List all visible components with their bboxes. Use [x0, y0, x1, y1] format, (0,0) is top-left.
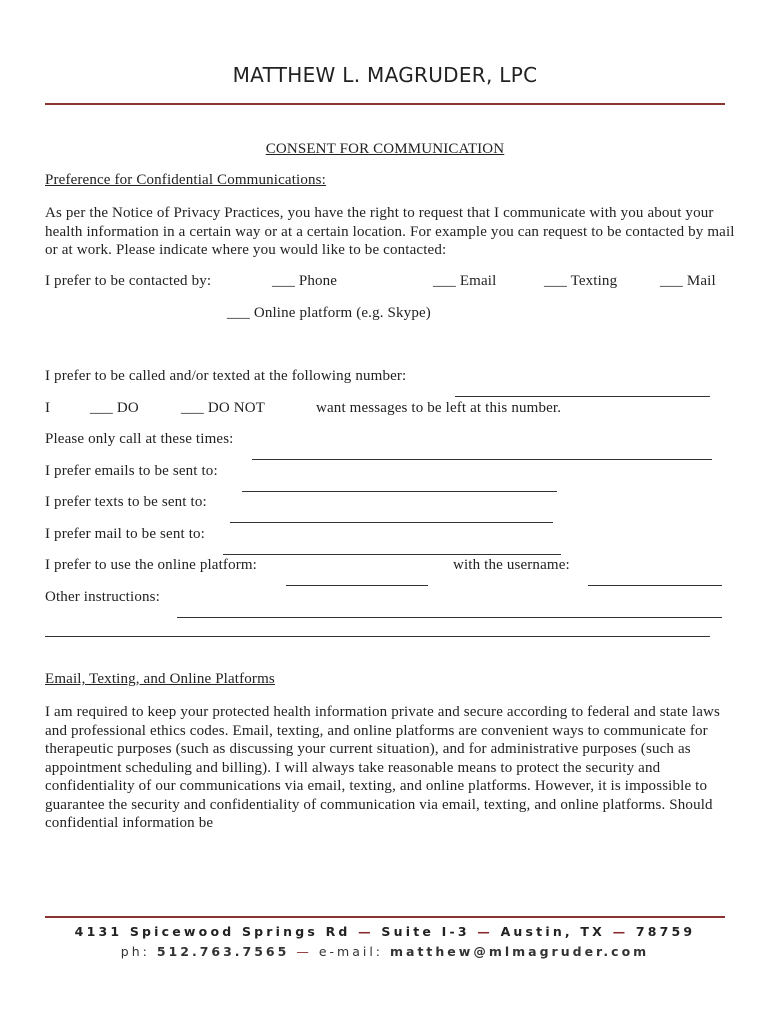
footer-dash: —	[612, 924, 629, 939]
footer-dash: —	[358, 924, 374, 939]
msg-i: I	[45, 400, 51, 416]
email-section-heading: Email, Texting, and Online Platforms	[45, 671, 275, 687]
username-prompt: with the username:	[453, 557, 570, 573]
footer-divider	[45, 916, 725, 918]
option-mail[interactable]: ___ Mail	[660, 273, 716, 289]
other-prompt: Other instructions:	[45, 589, 160, 605]
other-field-line2[interactable]	[45, 622, 710, 641]
footer-suite: Suite I-3	[381, 924, 470, 939]
number-prompt: I prefer to be called and/or texted at the following number:	[45, 368, 407, 384]
option-online-platform[interactable]: ___ Online platform (e.g. Skype)	[227, 305, 431, 321]
footer-street: 4131 Spicewood Springs Rd	[74, 924, 351, 939]
practice-title: MATTHEW L. MAGRUDER, LPC	[232, 63, 538, 87]
footer-phone-label: ph:	[120, 944, 150, 959]
option-do[interactable]: ___ DO	[90, 400, 139, 416]
texts-field[interactable]	[230, 508, 553, 527]
footer-dash: —	[296, 944, 312, 959]
option-texting[interactable]: ___ Texting	[544, 273, 618, 289]
footer-contact	[0, 944, 770, 959]
footer-city: Austin, TX	[500, 924, 605, 939]
preference-heading: Preference for Confidential Communications:	[45, 172, 326, 188]
intro-paragraph: As per the Notice of Privacy Practices, you have the right to request that I communicate with you about your health information in a certain way or at a certain location. For example you can request to be contacted by mail or at work. Please indicate where you would like to be contacted:	[45, 205, 735, 258]
footer-address	[0, 924, 770, 939]
footer-phone[interactable]: 512.763.7565	[156, 944, 290, 959]
footer-zip: 78759	[635, 924, 696, 939]
online-platform-field[interactable]	[286, 571, 428, 590]
option-do-not[interactable]: ___ DO NOT	[181, 400, 265, 416]
email-section-paragraph: I am required to keep your protected health information private and secure according to federal and state laws and professional ethics codes. Email, texting, and online platforms are convenient ways to communicate for therapeutic purposes (such as discussing your current situation), and for administrative purposes (such as appointment scheduling and billing). I will always take reasonable means to protect the security and confidentiality of our communications via email, texting, and online platforms. However, it is impossible to guarantee the security and confidentiality of communication via email, texting, and online platforms. Should confidential information be	[45, 704, 720, 831]
mail-prompt: I prefer mail to be sent to:	[45, 526, 205, 542]
option-email[interactable]: ___ Email	[433, 273, 497, 289]
option-phone[interactable]: ___ Phone	[272, 273, 338, 289]
times-prompt: Please only call at these times:	[45, 431, 234, 447]
username-field[interactable]	[588, 571, 722, 590]
footer-email[interactable]: matthew@mlmagruder.com	[390, 944, 650, 959]
form-heading: CONSENT FOR COMMUNICATION	[265, 141, 505, 157]
times-field[interactable]	[252, 445, 712, 464]
footer-dash: —	[477, 924, 493, 939]
footer-email-label: e-mail:	[318, 944, 384, 959]
other-field[interactable]	[177, 603, 722, 622]
texts-prompt: I prefer texts to be sent to:	[45, 494, 207, 510]
online-prompt: I prefer to use the online platform:	[45, 557, 257, 573]
emails-prompt: I prefer emails to be sent to:	[45, 463, 218, 479]
msg-rest: want messages to be left at this number.	[316, 400, 562, 416]
number-field[interactable]	[455, 382, 710, 401]
header-divider	[45, 103, 725, 105]
contact-prompt: I prefer to be contacted by:	[45, 273, 212, 289]
emails-field[interactable]	[242, 477, 557, 496]
